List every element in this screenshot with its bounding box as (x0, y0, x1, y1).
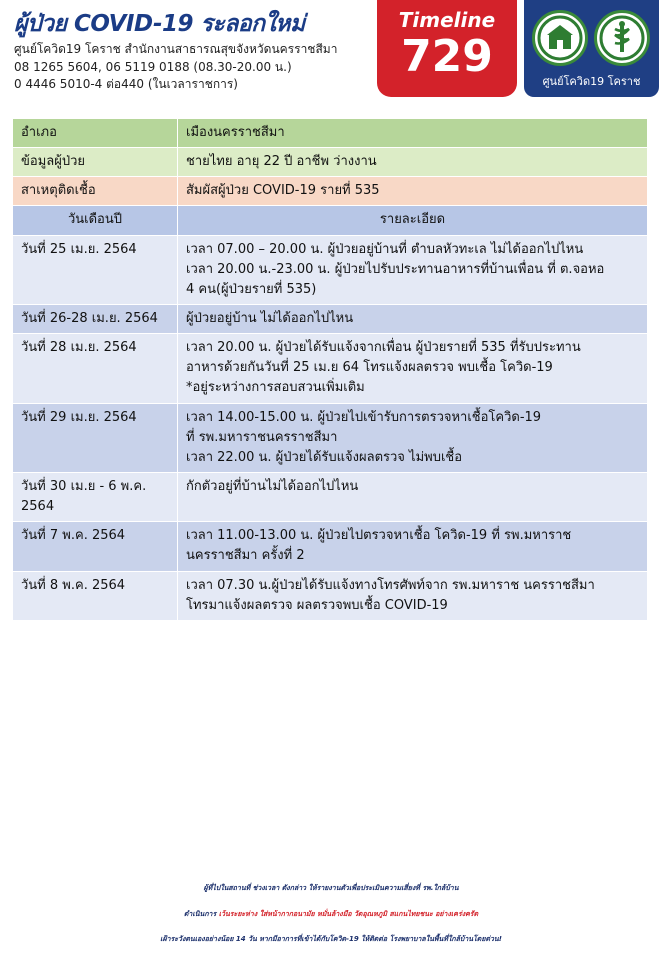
prevention-lead: ดำเนินการ (183, 910, 217, 918)
row-date: วันที่ 29 เม.ย. 2564 (13, 403, 178, 472)
cause-label: สาเหตุติดเชื้อ (13, 177, 178, 206)
prevention-notice (0, 909, 662, 920)
detail-line: ผู้ป่วยอยู่บ้าน ไม่ได้ออกไปไหน (186, 310, 354, 326)
case-timeline-table (12, 118, 648, 621)
detail-line: เวลา 20.00 น. ผู้ป่วยได้รับแจ้งจากเพื่อน ผู้ป่วยรายที่ 535 ที่รับประทาน (186, 340, 581, 356)
hotline-numbers: 08 1265 5604, 06 5119 0188 (08.30-20.00 น.) (14, 60, 292, 74)
table-row (13, 304, 648, 333)
district-value: เมืองนครราชสีมา (178, 119, 648, 148)
district-row (13, 119, 648, 148)
detail-line: ที่ รพ.มหาราชนครราชสีมา (186, 429, 338, 445)
table-row (13, 403, 648, 472)
table-row (13, 334, 648, 403)
district-label: อำเภอ (13, 119, 178, 148)
table-row (13, 571, 648, 620)
row-detail (178, 304, 648, 333)
center-name: ศูนย์โควิด19 โคราช สำนักงานสาธารณสุขจังหวัดนครราชสีมา (14, 42, 338, 56)
detail-line: กักตัวอยู่ที่บ้านไม่ได้ออกไปไหน (186, 478, 359, 494)
detail-line: อาหารด้วยกันวันที่ 25 เม.ย 64 โทรแจ้งผลตรวจ พบเชื้อ โควิด-19 (186, 360, 553, 376)
detail-line: เวลา 14.00-15.00 น. ผู้ป่วยไปเข้ารับการตรวจหาเชื้อโควิด-19 (186, 409, 542, 425)
detail-line: เวลา 20.00 น.-23.00 น. ผู้ป่วยไปรับประทานอาหารที่บ้านเพื่อน ที่ ต.จอหอ (186, 261, 605, 277)
row-detail (178, 522, 648, 571)
patient-label: ข้อมูลผู้ป่วย (13, 148, 178, 177)
detail-line: นครราชสีมา ครั้งที่ 2 (186, 548, 305, 564)
row-date: วันที่ 25 เม.ย. 2564 (13, 235, 178, 304)
office-phone: 0 4446 5010-4 ต่อ440 (ในเวลาราชการ) (14, 77, 238, 91)
table-row (13, 235, 648, 304)
row-date: วันที่ 26-28 เม.ย. 2564 (13, 304, 178, 333)
row-date: วันที่ 30 เม.ย - 6 พ.ค. 2564 (13, 472, 178, 521)
patient-info-row (13, 148, 648, 177)
row-date: วันที่ 8 พ.ค. 2564 (13, 571, 178, 620)
timeline-label: Timeline (398, 8, 496, 32)
table-header-row (13, 206, 648, 235)
detail-line: เวลา 07.00 – 20.00 น. ผู้ป่วยอยู่บ้านที่ ตำบลหัวทะเล ไม่ได้ออกไปไหน (186, 241, 584, 257)
timeline-badge (377, 0, 517, 97)
column-header-detail: รายละเอียด (178, 206, 648, 235)
logo-caption: ศูนย์โควิด19 โคราช (542, 75, 641, 88)
row-detail (178, 403, 648, 472)
row-date: วันที่ 7 พ.ค. 2564 (13, 522, 178, 571)
timeline-number: 729 (401, 31, 493, 82)
row-detail (178, 571, 648, 620)
detail-line: เวลา 07.30 น.ผู้ป่วยได้รับแจ้งทางโทรศัพท์จาก รพ.มหาราช นครราชสีมา (186, 577, 595, 593)
patient-value: ชายไทย อายุ 22 ปี อาชีพ ว่างงาน (178, 148, 648, 177)
detail-line: โทรมาแจ้งผลตรวจ ผลตรวจพบเชื้อ COVID-19 (186, 597, 448, 613)
row-detail (178, 472, 648, 521)
ministry-of-public-health-seal-icon (594, 10, 650, 66)
detail-line: *อยู่ระหว่างการสอบสวนเพิ่มเติม (186, 380, 365, 396)
cause-value: สัมผัสผู้ป่วย COVID-19 รายที่ 535 (178, 177, 648, 206)
risk-report-notice: ผู้ที่ไปในสถานที่ ช่วงเวลา ดังกล่าว ให้รายงานตัวเพื่อประเมินความเสี่ยงที่ รพ.ใกล้บ้าน (203, 884, 459, 892)
row-detail (178, 235, 648, 304)
table-row (13, 522, 648, 571)
provincial-health-office-seal-icon (532, 10, 588, 66)
table-row (13, 472, 648, 521)
row-detail (178, 334, 648, 403)
self-monitoring-notice: เฝ้าระวังตนเองอย่างน้อย 14 วัน หากมีอาการที่เข้าได้กับโควิด-19 ให้ติดต่อ โรงพยาบาลในพื้นที่ใกล้บ้านโดยด่วน! (160, 935, 502, 943)
detail-line: เวลา 11.00-13.00 น. ผู้ป่วยไปตรวจหาเชื้อ โควิด-19 ที่ รพ.มหาราช (186, 528, 572, 544)
prevention-measures: เว้นระยะห่าง ใส่หน้ากากอนามัย หมั่นล้างมือ วัดอุณหภูมิ สแกนไทยชนะ อย่างเคร่งครัด (218, 910, 479, 918)
column-header-date: วันเดือนปี (13, 206, 178, 235)
detail-line: 4 คน(ผู้ป่วยรายที่ 535) (186, 281, 317, 297)
detail-line: เวลา 22.00 น. ผู้ป่วยได้รับแจ้งผลตรวจ ไม่พบเชื้อ (186, 449, 463, 465)
infection-cause-row (13, 177, 648, 206)
logo-panel (524, 0, 659, 97)
page-title: ผู้ป่วย COVID-19 ระลอกใหม่ (14, 11, 305, 37)
row-date: วันที่ 28 เม.ย. 2564 (13, 334, 178, 403)
